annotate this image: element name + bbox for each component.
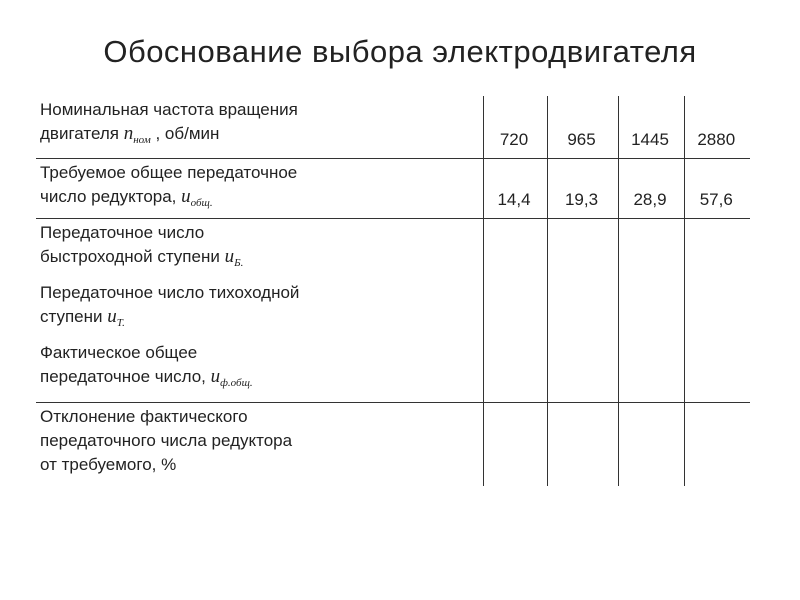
label-line: передаточного числа редуктора xyxy=(40,430,293,450)
cell-value: 720 xyxy=(483,96,547,158)
cell-value xyxy=(618,218,684,402)
cell-value xyxy=(547,218,618,402)
label-line: Передаточное число тихоходной xyxy=(40,282,300,302)
label-line: Номинальная частота вращения xyxy=(40,100,298,119)
subscript: ф.общ. xyxy=(220,376,253,389)
symbol: u xyxy=(224,245,235,267)
cell-value: 1445 xyxy=(618,96,684,158)
label-line: от требуемого, % xyxy=(40,454,177,474)
label-line: Передаточное число xyxy=(40,222,205,242)
symbol: n xyxy=(123,123,134,144)
label-text: ступени xyxy=(40,306,108,326)
label-line: Фактическое общее xyxy=(40,342,198,362)
symbol: u xyxy=(107,305,117,327)
table-row-deviation xyxy=(36,402,750,486)
cell-value xyxy=(684,218,750,402)
label-line: Требуемое общее передаточное xyxy=(40,162,298,182)
label-text: число редуктора, xyxy=(40,186,182,206)
motor-selection-table xyxy=(36,96,750,486)
table-row-stage-ratios xyxy=(36,218,750,402)
cell-value xyxy=(684,402,750,486)
row-label-required-ratio xyxy=(36,158,483,218)
subscript: Б. xyxy=(234,256,244,269)
row-label-rated-speed xyxy=(36,96,483,158)
cell-value: 28,9 xyxy=(618,158,684,218)
cell-value: 2880 xyxy=(684,96,750,158)
cell-value xyxy=(618,402,684,486)
label-text: двигателя xyxy=(40,124,124,143)
table-row-rated-speed xyxy=(36,96,750,158)
row-label-deviation xyxy=(36,402,483,486)
label-text: , об/мин xyxy=(150,124,220,143)
label-text: быстроходной ступени xyxy=(40,246,225,266)
cell-value xyxy=(483,402,547,486)
symbol: u xyxy=(210,365,221,387)
slide-title: Обоснование выбора электродвигателя xyxy=(103,34,697,69)
cell-value: 57,6 xyxy=(684,158,750,218)
cell-value: 14,4 xyxy=(483,158,547,218)
subscript: ном xyxy=(133,134,151,146)
row-label-stage-ratios xyxy=(36,218,483,402)
table-row-required-ratio xyxy=(36,158,750,218)
label-line: Отклонение фактического xyxy=(40,406,248,426)
symbol: u xyxy=(181,185,191,207)
label-text: передаточное число, xyxy=(40,366,211,386)
cell-value: 19,3 xyxy=(547,158,618,218)
subscript: общ. xyxy=(190,196,213,209)
subscript: Т. xyxy=(116,316,125,329)
cell-value: 965 xyxy=(547,96,618,158)
cell-value xyxy=(547,402,618,486)
cell-value xyxy=(483,218,547,402)
